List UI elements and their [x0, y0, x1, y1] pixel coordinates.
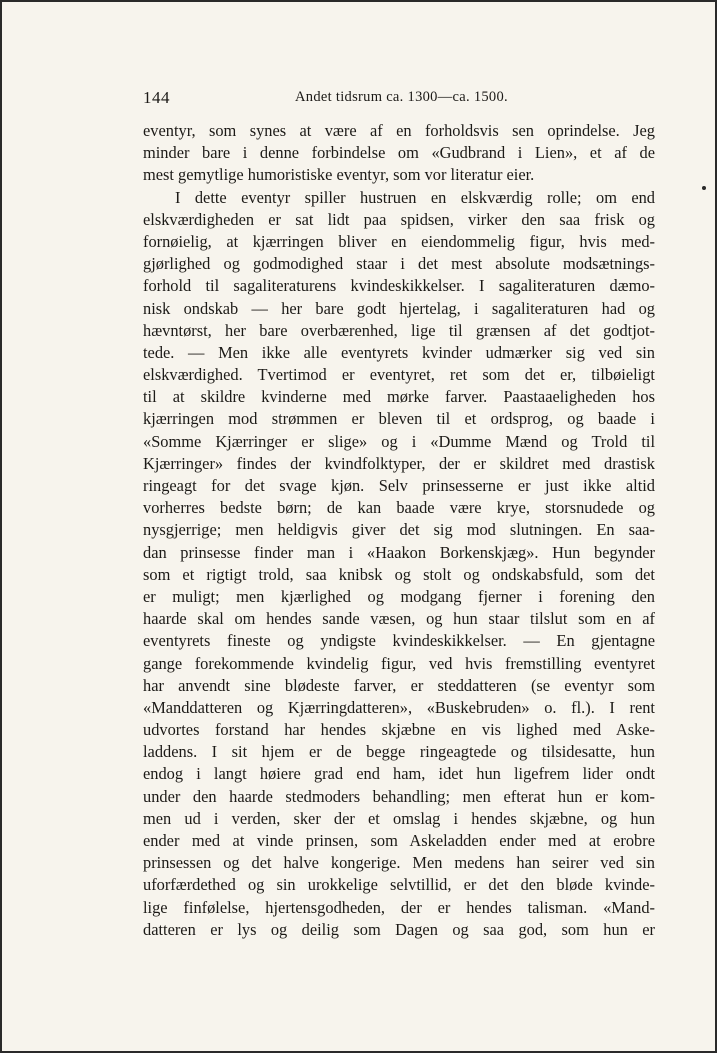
text-line: forhold til sagaliteraturens kvindeskikkelser. I sagaliteraturen dæmo-	[143, 276, 655, 296]
text-line: har anvendt sine blødeste farver, er steddatteren (se eventyr som	[143, 675, 655, 695]
text-line: kjærringen mod strømmen er bleven til et ordsprog, og baade i	[143, 409, 655, 429]
text-line: dan prinsesse finder man i «Haakon Borkenskjæg». Hun begynder	[143, 542, 655, 562]
text-line: fornøielig, at kjærringen bliver en eiendommelig figur, hvis med-	[143, 231, 655, 251]
running-head: Andet tidsrum ca. 1300—ca. 1500.	[295, 89, 508, 105]
text-line: nisk ondskab — her bare godt hjertelag, i sagaliteraturen had og	[143, 298, 655, 318]
text-line: uforfærdethed og sin urokkelige selvtillid, er det den bløde kvinde-	[143, 875, 655, 895]
text-line: datteren er lys og deilig som Dagen og saa god, som hun er	[143, 919, 655, 939]
text-line: under den haarde stedmoders behandling; men efterat hun er kom-	[143, 786, 655, 806]
text-line: haarde skal om hendes sande væsen, og hun staar tilslut som en af	[143, 609, 655, 629]
body-text	[143, 120, 655, 941]
margin-mark	[702, 186, 706, 190]
text-line: laddens. I sit hjem er de begge ringeagtede og tilsidesatte, hun	[143, 742, 655, 762]
text-line: eventyrets fineste og yndigste kvindeskikkelser. — En gjentagne	[143, 631, 655, 651]
text-line: udvortes forstand har hendes skjæbne en vis lighed med Aske-	[143, 720, 655, 740]
text-line: ringeagt for det svage kjøn. Selv prinsesserne er just ikke altid	[143, 476, 655, 495]
text-line: gjørlighed og godmodighed staar i det mest absolute modsætnings-	[143, 254, 655, 274]
text-line: lige finfølelse, hjertensgodheden, der er hendes talisman. «Mand-	[143, 897, 655, 917]
text-line: nysgjerrige; men heldigvis giver det sig mod slutningen. En saa-	[143, 520, 655, 540]
text-line: elskværdighed. Tvertimod er eventyret, ret som det er, tilbøieligt	[143, 365, 655, 385]
page-header	[143, 88, 655, 110]
text-line: minder bare i denne forbindelse om «Gudbrand i Lien», et af de	[143, 143, 655, 163]
text-line: eventyr, som synes at være af en forholdsvis sen oprindelse. Jeg	[143, 121, 655, 140]
text-line: «Manddatteren og Kjærringdatteren», «Buskebruden» o. fl.). I rent	[143, 697, 655, 717]
text-line: til at skildre kvinderne med mørke farver. Paastaaeligheden hos	[143, 387, 655, 407]
text-line: Kjærringer» findes der kvindfolktyper, der er skildret med drastisk	[143, 453, 655, 473]
text-line: er muligt; men kjærlighed og modgang fjerner i forening den	[143, 586, 655, 606]
text-line: mest gemytlige humoristiske eventyr, som vor literatur eier.	[143, 165, 535, 185]
text-line: tede. — Men ikke alle eventyrets kvinder udmærker sig ved sin	[143, 342, 655, 362]
text-line: gange forekommende kvindelig figur, ved hvis fremstilling eventyret	[143, 653, 655, 673]
text-line: men ud i verden, sker der et omslag i hendes skjæbne, og hun	[143, 808, 655, 828]
text-line: ender med at vinde prinsen, som Askeladden ender med at erobre	[143, 831, 655, 850]
text-line: vorherres bedste børn; de kan baade være krye, storsnudede og	[143, 498, 655, 518]
text-line: elskværdigheden er sat lidt paa spidsen, virker den saa frisk og	[143, 209, 655, 229]
text-line: hævntørst, her bare overbærenhed, lige til grænsen af det godtjot-	[143, 320, 655, 340]
text-line: «Somme Kjærringer er slige» og i «Dumme Mænd og Trold til	[143, 431, 655, 451]
page-number: 144	[143, 88, 170, 107]
text-line: prinsessen og det halve kongerige. Men medens han seirer ved sin	[143, 853, 655, 873]
text-line: som et rigtigt trold, saa knibsk og stolt og ondskabsfuld, som det	[143, 564, 655, 584]
text-line: I dette eventyr spiller hustruen en elskværdig rolle; om end	[175, 187, 655, 207]
text-line: endog i langt høiere grad end ham, idet hun ligefrem lider ondt	[143, 764, 655, 784]
